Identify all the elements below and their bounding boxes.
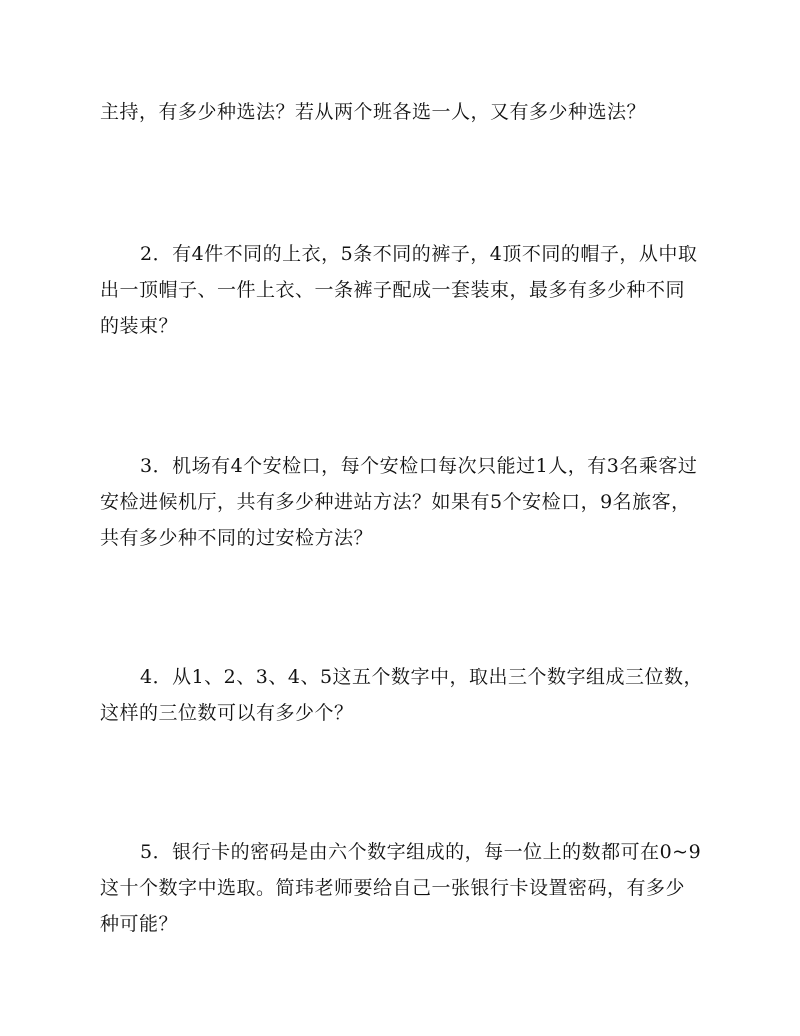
problem-1-continuation xyxy=(100,94,700,130)
text-line: 种可能？ xyxy=(100,913,179,935)
text-line: 2．有4件不同的上衣，5条不同的裤子，4顶不同的帽子，从中取 xyxy=(140,243,698,265)
text-line: 5．银行卡的密码是由六个数字组成的，每一位上的数都可在0~9 xyxy=(140,841,702,863)
text-line: 3．机场有4个安检口，每个安检口每次只能过1人，有3名乘客过 xyxy=(140,455,698,477)
problem-3 xyxy=(100,448,700,556)
problem-5 xyxy=(100,834,700,942)
text-line: 出一顶帽子、一件上衣、一条裤子配成一套装束，最多有多少种不同 xyxy=(100,279,686,301)
text-line: 这十个数字中选取。简玮老师要给自己一张银行卡设置密码，有多少 xyxy=(100,877,686,899)
text-line: 这样的三位数可以有多少个？ xyxy=(100,702,354,724)
text-line: 安检进候机厅，共有多少种进站方法？如果有5个安检口，9名旅客， xyxy=(100,491,691,513)
text-line: 主持，有多少种选法？若从两个班各选一人，又有多少种选法？ xyxy=(100,101,647,123)
problem-4 xyxy=(100,659,704,731)
text-line: 4．从1、2、3、4、5这五个数字中，取出三个数字组成三位数， xyxy=(140,666,704,688)
text-line: 共有多少种不同的过安检方法？ xyxy=(100,527,374,549)
problem-2 xyxy=(100,236,700,344)
text-line: 的装束？ xyxy=(100,315,179,337)
